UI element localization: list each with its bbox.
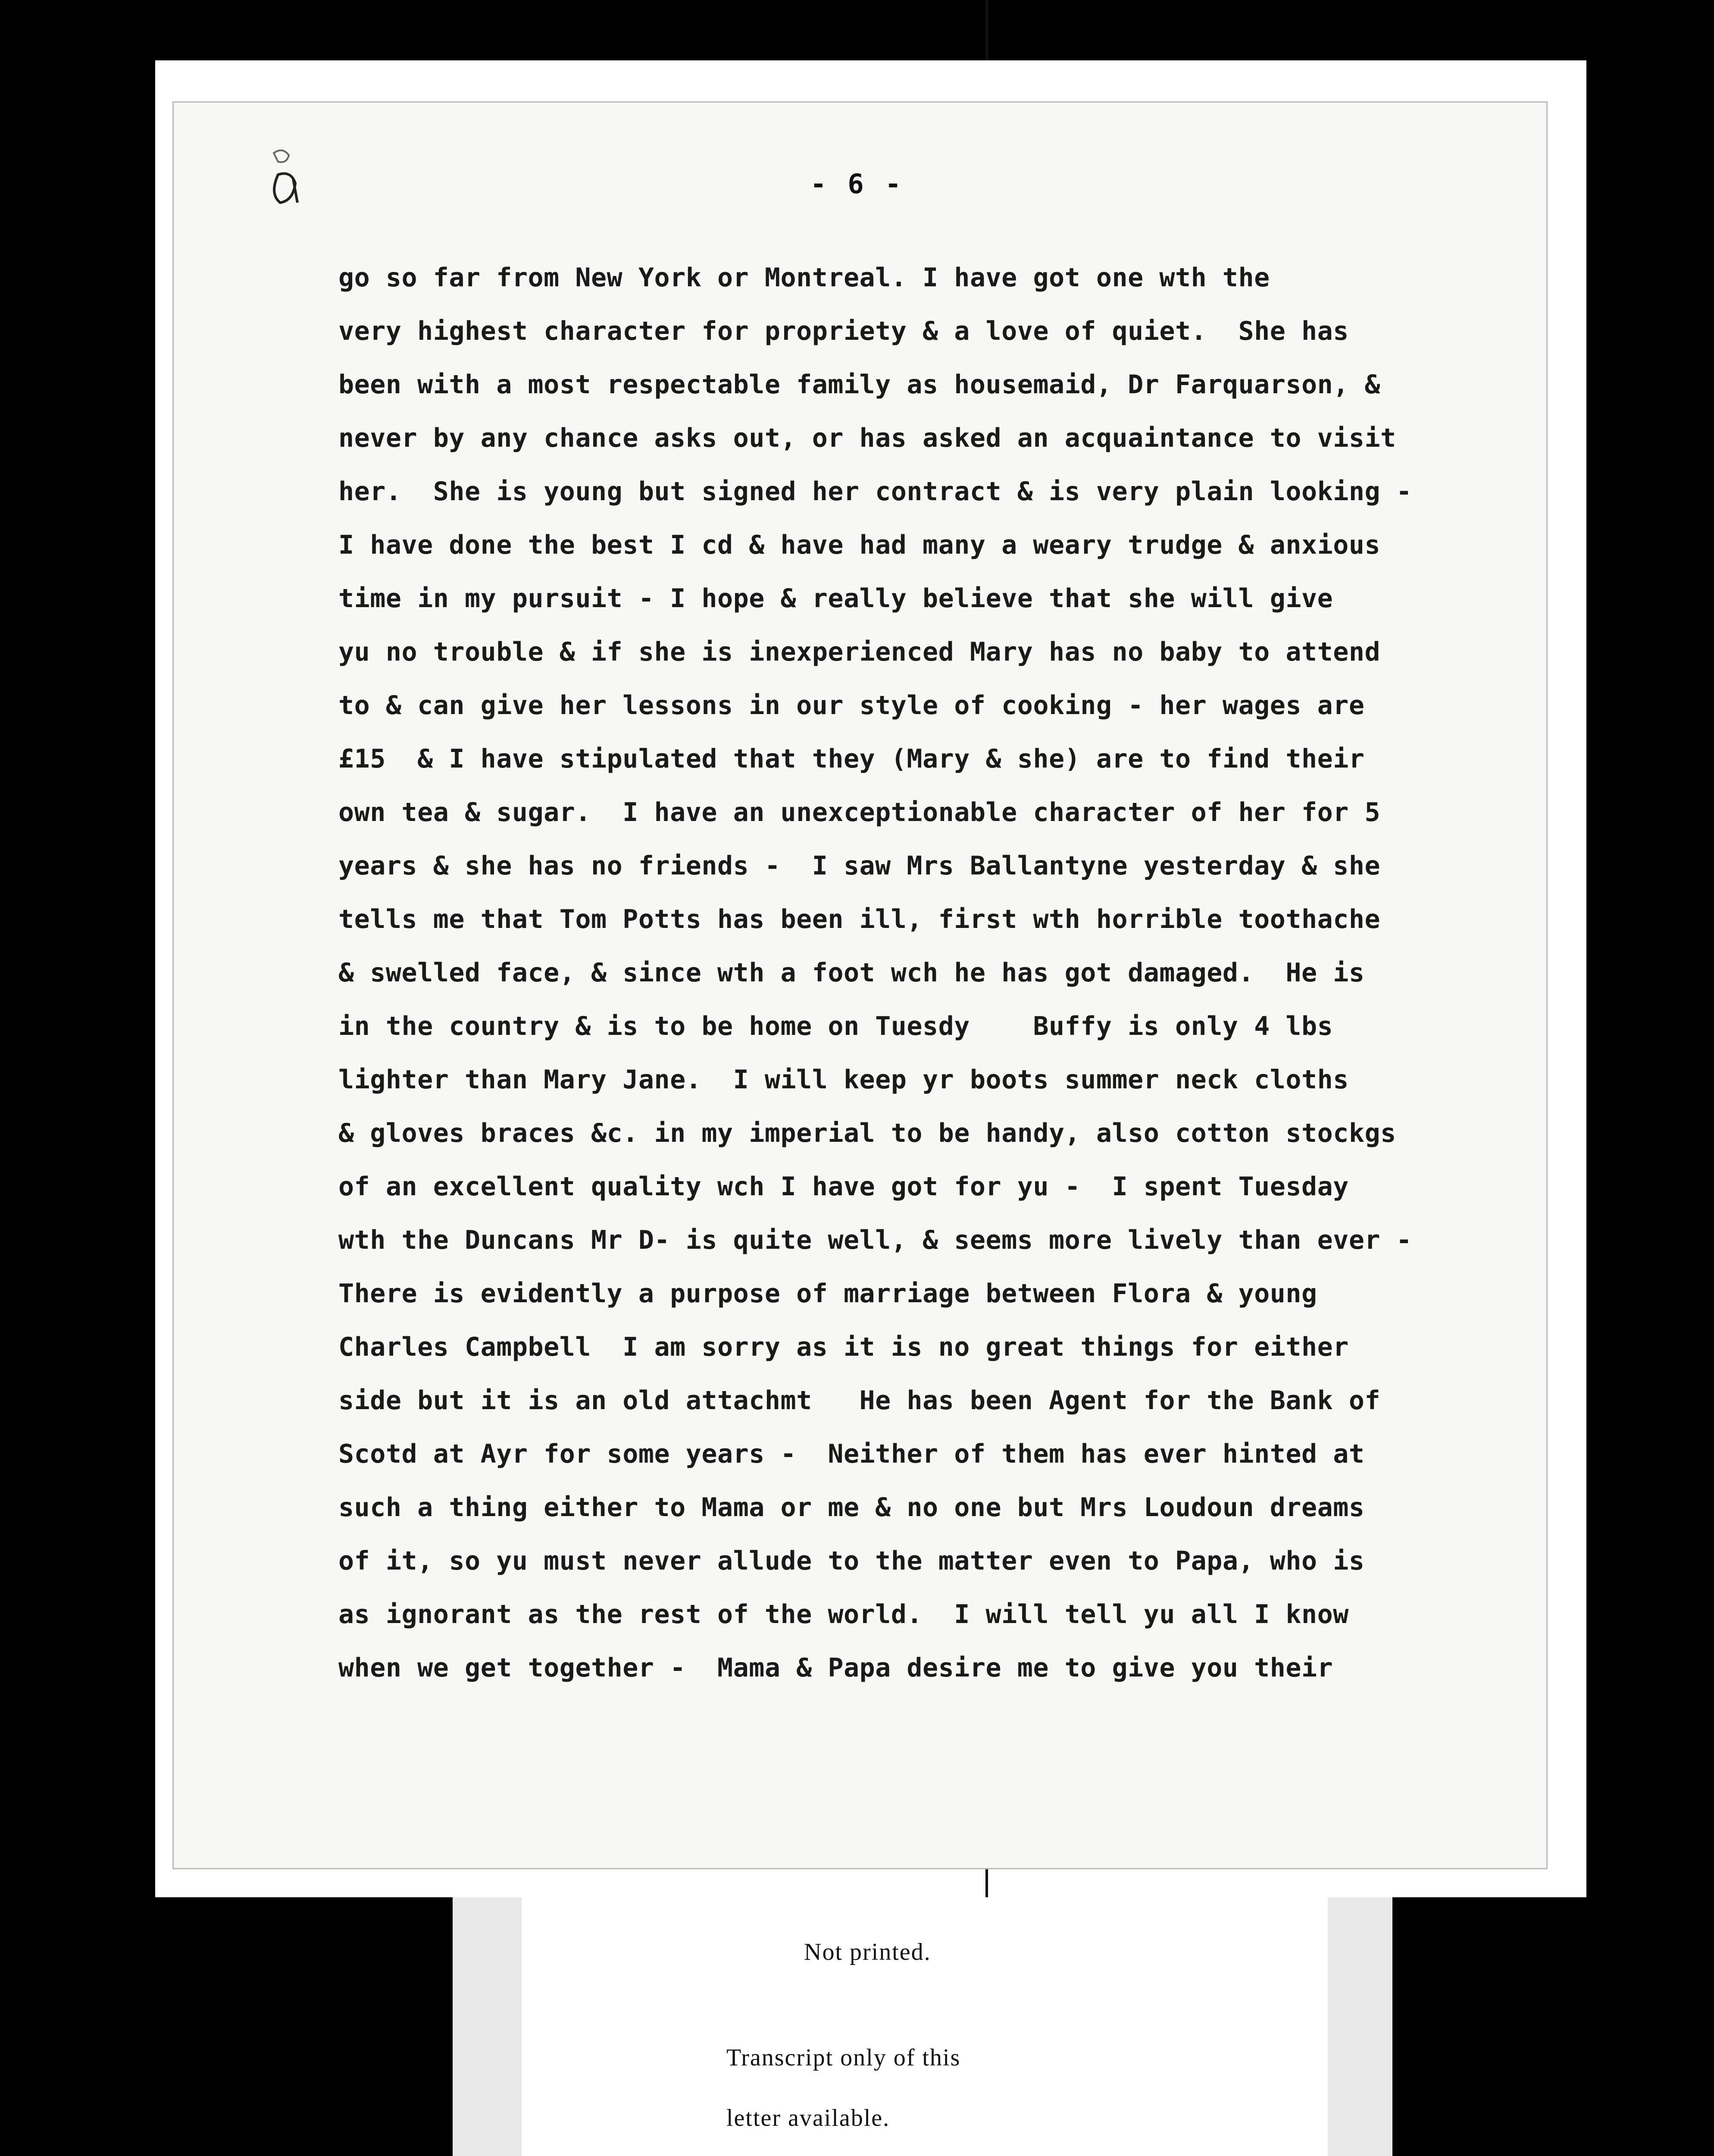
letter-line: as ignorant as the rest of the world. I will tell yu all I know [338, 1599, 1349, 1630]
letter-line: Charles Campbell I am sorry as it is no great things for either [338, 1332, 1349, 1362]
letter-line: very highest character for propriety & a love of quiet. She has [338, 316, 1349, 346]
letter-line: time in my pursuit - I hope & really believe that she will give [338, 583, 1333, 614]
letter-line: in the country & is to be home on Tuesdy Buffy is only 4 lbs [338, 1011, 1333, 1041]
letter-line: of an excellent quality wch I have got for yu - I spent Tuesday [338, 1172, 1349, 1202]
page-number: - 6 - [810, 168, 904, 200]
transcript-note-line-2: letter available. [726, 2105, 890, 2131]
letter-line: go so far from New York or Montreal. I have got one wth the [338, 263, 1270, 293]
letter-body [338, 251, 1545, 1695]
letter-line: never by any chance asks out, or has asked an acquaintance to visit [338, 423, 1396, 453]
letter-line: Scotd at Ayr for some years - Neither of them has ever hinted at [338, 1439, 1365, 1469]
transcript-note-line-1: Transcript only of this [726, 2044, 961, 2071]
letter-line: side but it is an old attachmt He has been Agent for the Bank of [338, 1385, 1381, 1416]
letter-line: lighter than Mary Jane. I will keep yr boots summer neck cloths [338, 1065, 1349, 1095]
not-printed-note: Not printed. [804, 1939, 931, 1965]
top-center-rule [985, 0, 988, 65]
letter-line: own tea & sugar. I have an unexceptionable character of her for 5 [338, 797, 1381, 827]
letter-line: when we get together - Mama & Papa desire me to give you their [338, 1653, 1333, 1683]
archive-slip [522, 1897, 1328, 2156]
letter-line: of it, so yu must never allude to the matter even to Papa, who is [338, 1546, 1365, 1576]
letter-line: such a thing either to Mama or me & no one but Mrs Loudoun dreams [338, 1492, 1365, 1523]
letter-line: & gloves braces &c. in my imperial to be handy, also cotton stockgs [338, 1118, 1396, 1148]
letter-line: I have done the best I cd & have had many a weary trudge & anxious [338, 530, 1381, 560]
letter-line: been with a most respectable family as housemaid, Dr Farquarson, & [338, 370, 1381, 400]
letter-line: £15 & I have stipulated that they (Mary & she) are to find their [338, 744, 1365, 774]
letter-line: & swelled face, & since wth a foot wch he has got damaged. He is [338, 958, 1365, 988]
letter-line: her. She is young but signed her contract & is very plain looking - [338, 476, 1412, 507]
mid-center-rule [985, 1869, 988, 1899]
letter-line: tells me that Tom Potts has been ill, first wth horrible toothache [338, 904, 1381, 934]
letter-line: wth the Duncans Mr D- is quite well, & seems more lively than ever - [338, 1225, 1412, 1255]
letter-line: yu no trouble & if she is inexperienced Mary has no baby to attend [338, 637, 1381, 667]
letter-line: years & she has no friends - I saw Mrs Ballantyne yesterday & she [338, 851, 1381, 881]
letter-line: There is evidently a purpose of marriage between Flora & young [338, 1279, 1317, 1309]
letter-line: to & can give her lessons in our style of cooking - her wages are [338, 690, 1365, 721]
